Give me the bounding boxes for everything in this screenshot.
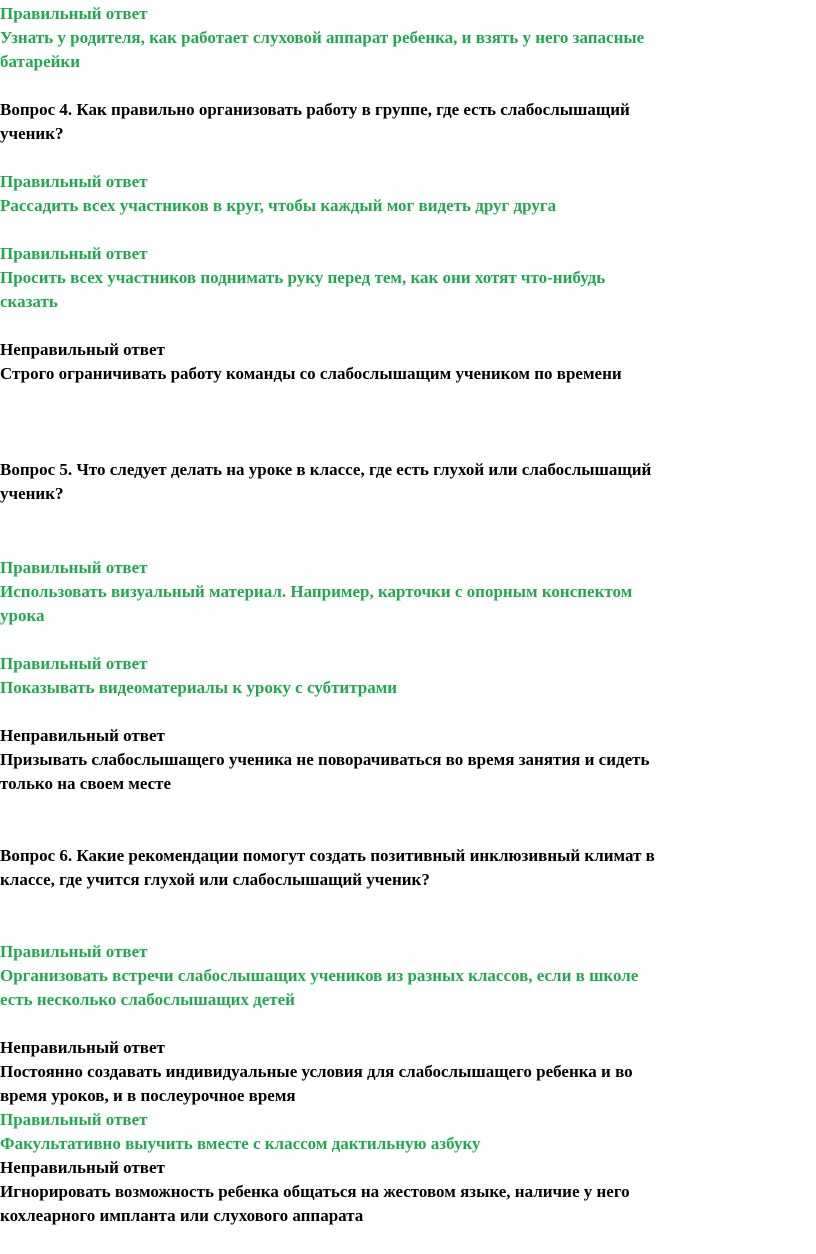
answer-text-line: Призывать слабослышащего ученика не поворачиваться во время занятия и сидеть: [0, 750, 650, 769]
question-text-line: ученик?: [0, 484, 64, 503]
question-text-line: классе, где учится глухой или слабослышащий ученик?: [0, 870, 430, 889]
answer-label: Неправильный ответ: [0, 1158, 165, 1177]
answer-text-line: сказать: [0, 292, 58, 311]
answer-block-incorrect: [0, 338, 812, 386]
answer-block-correct: [0, 1108, 812, 1156]
answer-text-line: Игнорировать возможность ребенка общаться на жестовом языке, наличие у него: [0, 1182, 630, 1201]
answer-label: Неправильный ответ: [0, 726, 165, 745]
question-text-line: Вопрос 6. Какие рекомендации помогут создать позитивный инклюзивный климат в: [0, 846, 655, 865]
answer-label: Правильный ответ: [0, 1110, 148, 1129]
answer-block-incorrect: [0, 1156, 812, 1228]
answer-text-line: время уроков, и в послеурочное время: [0, 1086, 296, 1105]
answer-text-line: батарейки: [0, 52, 81, 71]
answer-block-incorrect: [0, 724, 812, 796]
answer-text-line: Факультативно выучить вместе с классом дактильную азбуку: [0, 1134, 481, 1153]
answer-text-line: урока: [0, 606, 45, 625]
answer-text-line: Рассадить всех участников в круг, чтобы каждый мог видеть друг друга: [0, 196, 557, 215]
answer-block-correct: [0, 652, 812, 700]
answer-label: Неправильный ответ: [0, 340, 165, 359]
answer-text-line: Использовать визуальный материал. Например, карточки с опорным конспектом: [0, 582, 633, 601]
question-5: [0, 458, 812, 506]
answer-text-line: Узнать у родителя, как работает слуховой аппарат ребенка, и взять у него запасные: [0, 28, 645, 47]
answer-label: Правильный ответ: [0, 172, 148, 191]
answer-text-line: есть несколько слабослышащих детей: [0, 990, 295, 1009]
answer-block-correct: [0, 170, 812, 218]
question-text-line: Вопрос 4. Как правильно организовать работу в группе, где есть слабослышащий: [0, 100, 630, 119]
question-6: [0, 844, 812, 892]
answer-text-line: Показывать видеоматериалы к уроку с субтитрами: [0, 678, 398, 697]
answer-block-correct: [0, 556, 812, 628]
answer-label: Правильный ответ: [0, 654, 148, 673]
question-text-line: ученик?: [0, 124, 64, 143]
answer-label: Неправильный ответ: [0, 1038, 165, 1057]
question-text-line: Вопрос 5. Что следует делать на уроке в классе, где есть глухой или слабослышащий: [0, 460, 652, 479]
question-4: [0, 98, 812, 146]
answer-label: Правильный ответ: [0, 942, 148, 961]
answer-label: Правильный ответ: [0, 4, 148, 23]
answer-block-correct: [0, 242, 812, 314]
answer-block-correct: [0, 940, 812, 1012]
answer-text-line: Просить всех участников поднимать руку перед тем, как они хотят что-нибудь: [0, 268, 606, 287]
answer-text-line: Постоянно создавать индивидуальные условия для слабослышащего ребенка и во: [0, 1062, 633, 1081]
answer-text-line: только на своем месте: [0, 774, 172, 793]
answer-block-correct: [0, 2, 812, 74]
answer-text-line: Строго ограничивать работу команды со слабослышащим учеником по времени: [0, 364, 622, 383]
answer-text-line: кохлеарного импланта или слухового аппарата: [0, 1206, 364, 1225]
answer-label: Правильный ответ: [0, 558, 148, 577]
answer-text-line: Организовать встречи слабослышащих учеников из разных классов, если в школе: [0, 966, 639, 985]
answer-label: Правильный ответ: [0, 244, 148, 263]
answer-block-incorrect: [0, 1036, 812, 1108]
